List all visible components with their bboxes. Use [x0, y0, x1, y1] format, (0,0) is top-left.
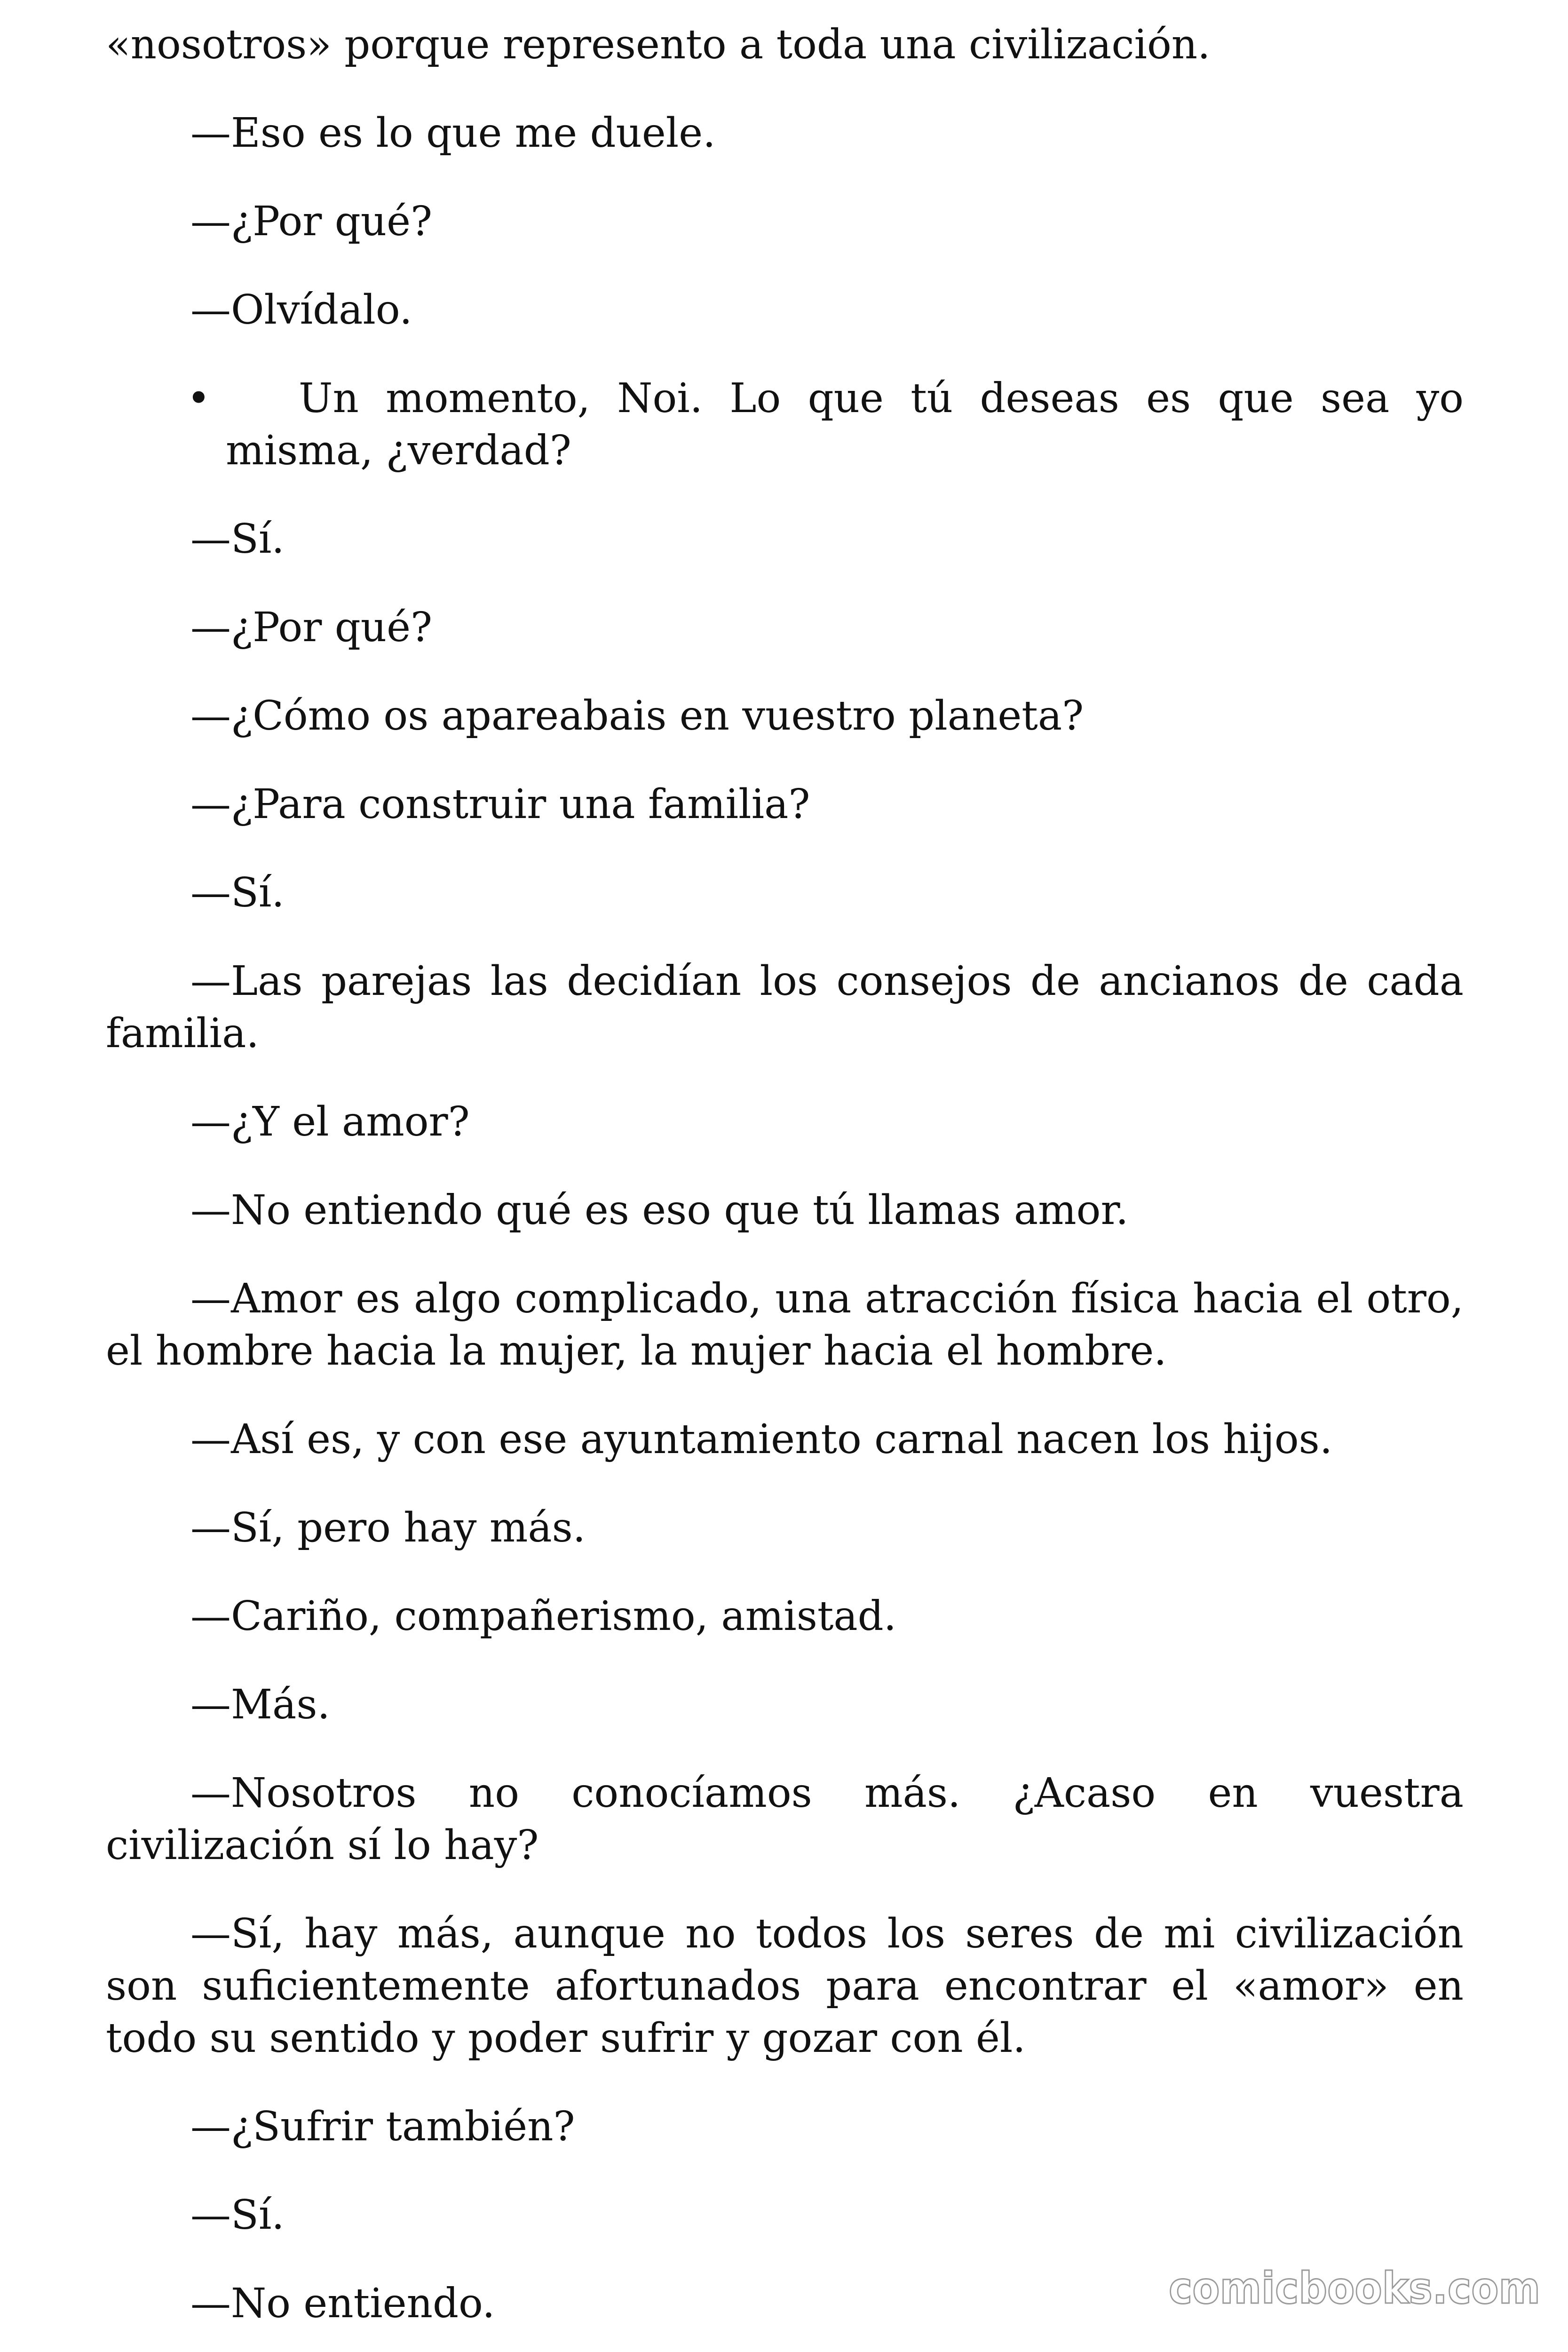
dialogue-line: —¿Cómo os apareabais en vuestro planeta?: [190, 692, 1084, 739]
dialogue-line: —Sí, hay más, aunque no todos los seres de mi civilización son suficientemente afortunados para encontrar el «amor» en todo su sentido y poder sufrir y gozar con él.: [106, 1910, 1464, 2062]
dialogue-line: —¿Por qué?: [190, 604, 433, 651]
dialogue-line: —¿Y el amor?: [190, 1098, 470, 1145]
dialogue-line: —Más.: [190, 1681, 330, 1728]
dialogue-line: —Sí.: [190, 2192, 285, 2239]
dialogue-line: —Olvídalo.: [190, 286, 412, 334]
paragraph-continued: «nosotros» porque represento a toda una civilización.: [106, 21, 1211, 68]
dialogue-line: —Las parejas las decidían los consejos de ancianos de cada familia.: [106, 958, 1464, 1057]
watermark-logo: [1166, 2264, 1543, 2315]
dialogue-line: —Nosotros no conocíamos más. ¿Acaso en vuestra civilización sí lo hay?: [106, 1770, 1464, 1869]
dialogue-line: —Sí.: [190, 516, 285, 563]
dialogue-line: —No entiendo qué es eso que tú llamas amor.: [190, 1187, 1129, 1234]
text-column: [106, 19, 1464, 2352]
dialogue-line: —Eso es lo que me duele.: [190, 110, 716, 157]
dialogue-line: —Cariño, compañerismo, amistad.: [190, 1593, 897, 1640]
dialogue-line: —¿Para construir una familia?: [190, 781, 810, 828]
bullet-paragraph-text: Un momento, Noi. Lo que tú deseas es que sea yo misma, ¿verdad?: [226, 375, 1464, 474]
watermark-text: comicbooks.com: [1169, 2264, 1540, 2313]
dialogue-line: —Así es, y con ese ayuntamiento carnal nacen los hijos.: [190, 1416, 1333, 1463]
dialogue-line: —Sí.: [190, 869, 285, 916]
bullet-icon: •: [187, 375, 211, 422]
bullet-paragraph: [106, 373, 1464, 477]
dialogue-line: —¿Por qué?: [190, 198, 433, 245]
dialogue-line: —Sí, pero hay más.: [190, 1504, 586, 1551]
dialogue-line: —No entiendo.: [190, 2280, 495, 2327]
dialogue-line: —Amor es algo complicado, una atracción física hacia el otro, el hombre hacia la mujer, la mujer hacia el hombre.: [106, 1275, 1464, 1375]
dialogue-line: —¿Sufrir también?: [190, 2103, 575, 2150]
